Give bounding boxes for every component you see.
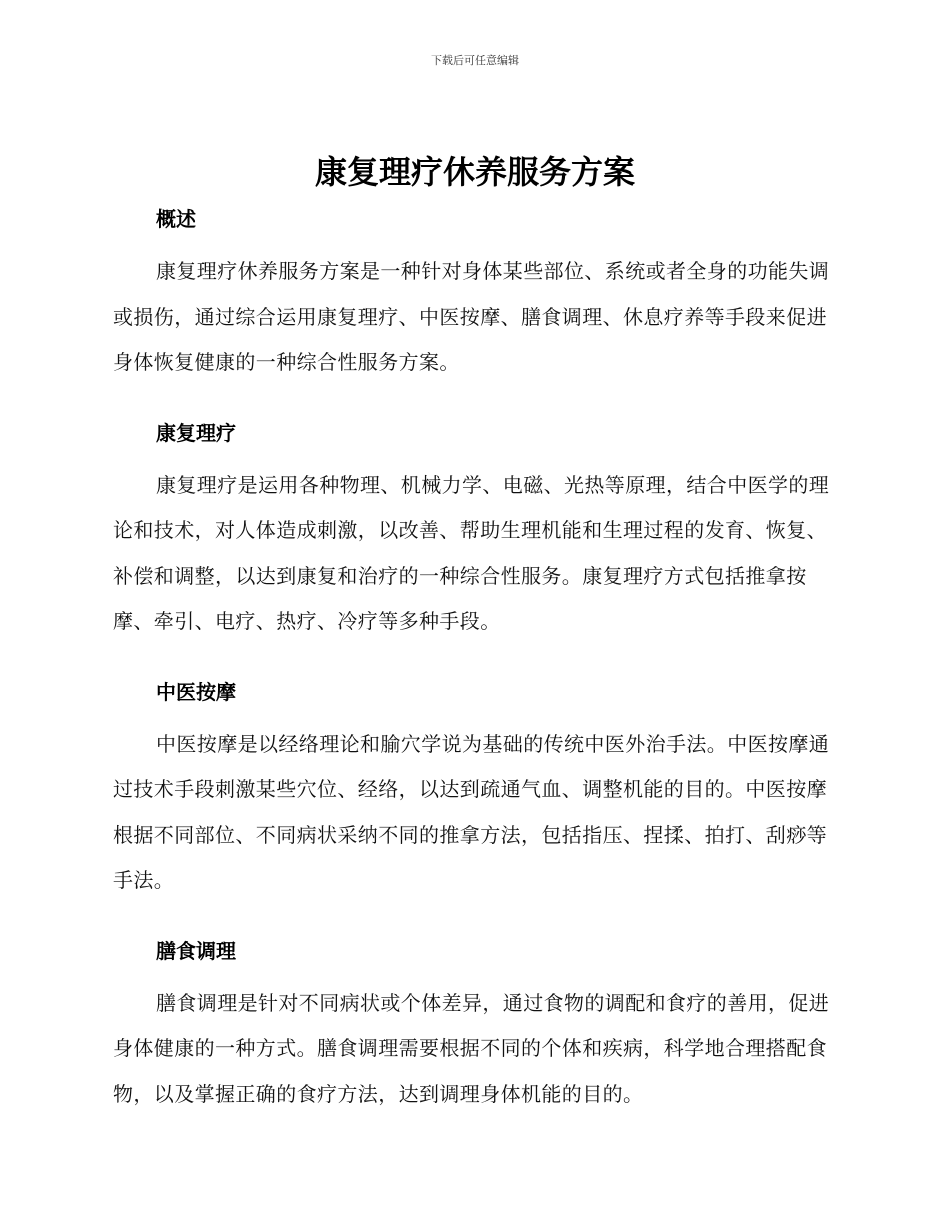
- section-paragraph: 康复理疗休养服务方案是一种针对身体某些部位、系统或者全身的功能失调或损伤，通过综合运用康复理疗、中医按摩、膳食调理、休息疗养等手段来促进身体恢复健康的一种综合性服务方案。: [113, 259, 830, 374]
- document-body: [113, 203, 837, 1148]
- section-diet-therapy: [113, 935, 837, 1118]
- section-paragraph: 膳食调理是针对不同病状或个体差异，通过食物的调配和食疗的善用，促进身体健康的一种方式。膳食调理需要根据不同的个体和疾病，科学地合理搭配食物，以及掌握正确的食疗方法，达到调理身体机能的目的。: [113, 990, 830, 1106]
- document-title: 康复理疗休养服务方案: [314, 153, 635, 191]
- section-paragraph: 中医按摩是以经络理论和腧穴学说为基础的传统中医外治手法。中医按摩通过技术手段刺激某些穴位、经络，以达到疏通气血、调整机能的目的。中医按摩根据不同部位、不同病状采纳不同的推拿方法，包括指压、捏揉、拍打、刮痧等手法。: [113, 731, 830, 892]
- section-rehab-therapy: [113, 417, 837, 645]
- section-overview: [113, 203, 837, 386]
- page-header-note: 下载后可任意编辑: [431, 54, 519, 67]
- section-tcm-massage: [113, 676, 837, 904]
- section-heading: 概述: [156, 207, 196, 231]
- section-heading: 膳食调理: [156, 938, 236, 963]
- section-heading: 康复理疗: [156, 420, 236, 445]
- section-paragraph: 康复理疗是运用各种物理、机械力学、电磁、光热等原理，结合中医学的理论和技术，对人体造成刺激，以改善、帮助生理机能和生理过程的发育、恢复、补偿和调整，以达到康复和治疗的一种综合性服务。康复理疗方式包括推拿按摩、牵引、电疗、热疗、冷疗等多种手段。: [113, 472, 830, 633]
- section-heading: 中医按摩: [156, 679, 236, 704]
